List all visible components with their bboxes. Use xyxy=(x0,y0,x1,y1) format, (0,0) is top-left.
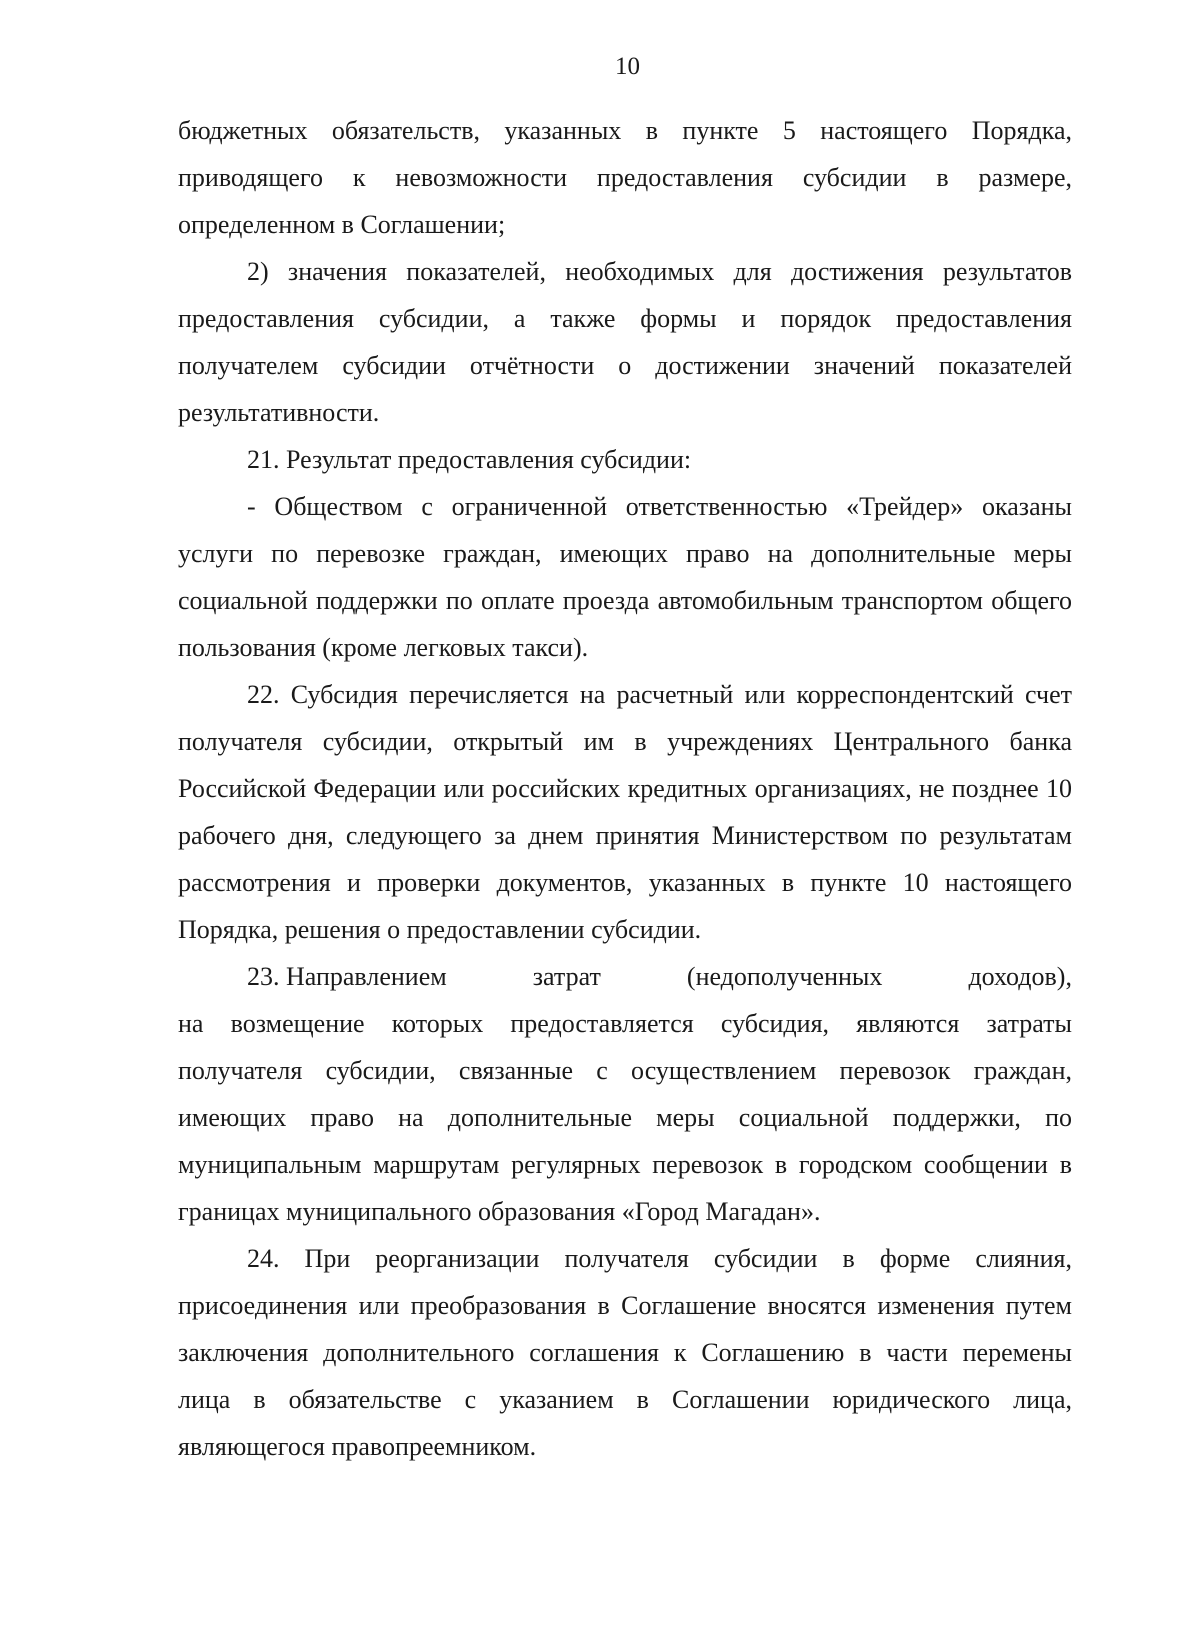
paragraph-22: 22. Субсидия перечисляется на расчетный или корреспондентский счет получателя субсидии, открытый им в учреждениях Центрального банка Российской Федерации или российских кредитных организациях, не позднее 10 рабочего дня, следующего за днем принятия Министерством по результатам рассмотрения и проверки документов, указанных в пункте 10 настоящего Порядка, решения о предоставлении субсидии. xyxy=(178,680,1072,944)
paragraph-23-body: на возмещение которых предоставляется субсидия, являются затраты получателя субсидии, связанные с осуществлением перевозок граждан, имеющих право на дополнительные меры социальной поддержки, по муниципальным маршрутам регулярных перевозок в городском сообщении в границах муниципального образования «Город Магадан». xyxy=(178,1009,1072,1226)
paragraph-23-word: доходов), xyxy=(968,962,1072,991)
paragraph-23-word: затрат xyxy=(532,962,601,991)
paragraph-24: 24. При реорганизации получателя субсидии в форме слияния, присоединения или преобразования в Соглашение вносятся изменения путем заключения дополнительного соглашения к Соглашению в части перемены лица в обязательстве с указанием в Соглашении юридического лица, являющегося правопреемником. xyxy=(178,1244,1072,1461)
paragraph-23-first-line xyxy=(178,953,1072,1000)
paragraph-23-word: 23. Направлением xyxy=(247,962,447,991)
paragraph-23 xyxy=(178,953,1072,1235)
paragraph-21-item: - Обществом с ограниченной ответственностью «Трейдер» оказаны услуги по перевозке граждан, имеющих право на дополнительные меры социальной поддержки по оплате проезда автомобильным транспортом общего пользования (кроме легковых такси). xyxy=(178,492,1072,662)
paragraph-21: 21. Результат предоставления субсидии: xyxy=(247,445,692,474)
document-body xyxy=(178,107,1072,1470)
paragraph-continuation: бюджетных обязательств, указанных в пункте 5 настоящего Порядка, приводящего к невозможности предоставления субсидии в размере, определенном в Соглашении; xyxy=(178,116,1072,239)
page-number: 10 xyxy=(615,53,640,80)
paragraph-item-2: 2) значения показателей, необходимых для достижения результатов предоставления субсидии, а также формы и порядок предоставления получателем субсидии отчётности о достижении значений показателей результативности. xyxy=(178,257,1072,427)
paragraph-23-word: (недополученных xyxy=(686,962,883,991)
